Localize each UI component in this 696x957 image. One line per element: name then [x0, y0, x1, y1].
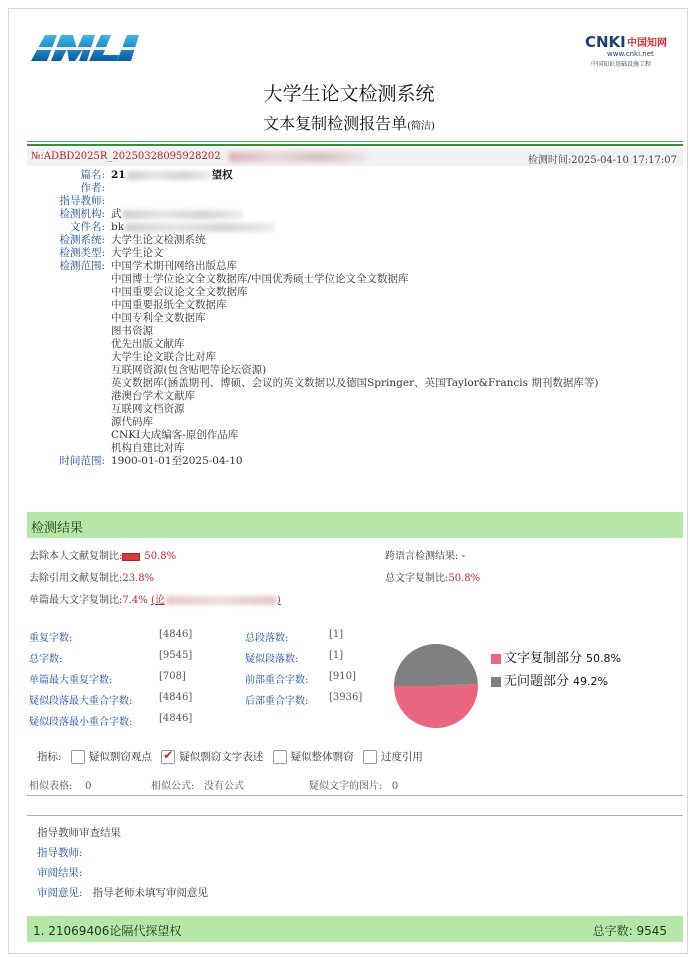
max-dup-chars: 单篇最大重复字数: [29, 675, 113, 686]
report-number: №:ADBD2025R_20250328095928202 [31, 151, 221, 162]
review-title: 指导教师审查结果 [37, 827, 121, 839]
indicator-checkbox-overquote[interactable] [363, 750, 377, 764]
copy-ratio-pie-chart [391, 641, 481, 731]
indicators: 指标: 疑似剽窃观点 ✔ 疑似剽窃文字表述 疑似整体剽窃 过度引用 [37, 749, 423, 764]
check-time: 检测时间:2025-04-10 17:17:07 [527, 155, 677, 166]
amlc-logo [27, 31, 139, 65]
cnki-logo: CNKI 中国知网 www.cnki.net 中国知识基础设施工程 [585, 33, 667, 68]
max-single-source-link[interactable]: (论 ) [150, 595, 281, 606]
total-segments: 总段落数: [245, 633, 289, 644]
indicator-checkbox-wording[interactable] [161, 750, 175, 764]
quote-excluded-ratio: 去除引用文献复制比:23.8% [29, 573, 155, 584]
pie-slice-clean [394, 644, 478, 686]
back-overlap: 后部重合字数: [245, 696, 309, 707]
similar-formulas: 相似公式: 没有公式 [151, 781, 244, 792]
indicator-checkbox-viewpoint[interactable] [71, 750, 85, 764]
legend-item-clean: 无问题部分 49.2% [491, 670, 608, 689]
min-seg-overlap: 疑似段落最小重合字数: [29, 717, 133, 728]
ratio-bar-icon [122, 553, 140, 561]
total-chars: 总字数: [29, 654, 63, 665]
legend-swatch [491, 677, 501, 687]
review-advisor: 指导教师: [37, 847, 83, 859]
divider [27, 141, 683, 142]
page-title: 大学生论文检测系统 [263, 83, 435, 105]
redacted-text [229, 152, 367, 162]
legend-swatch [491, 654, 501, 664]
page-subtitle: 文本复制检测报告单(简洁) [263, 114, 435, 133]
report-meta: 篇名: 21 望权 作者: 指导教师: 检测机构: 武 文件名: bk 检测系统: 大学生论文检测系统 检测类型: 大学生论文 检测范围: 中国学术期刊网络出版总库 中国博士学位论文全文数据库/中国优秀硕士学位论文全文数据库 中国重要会议论文全文数据库 中国重要报纸全文数据库 中国专利全文数据库 图书资源 优先出版文献库 大学生论文联合比对库 互联网资源(包含贴吧等论坛资源) 英文数据库(涵盖期刊、博硕、会议的英文数据以及德国Springer、英国Taylor&Francis 期刊数据库等) 港澳台学术文献库 互联网文档资源 源代码库 CNKI大成编客-原创作品库 机构自建比对库 时间范围: 1900-01-01至2025-04-10 [59, 169, 599, 467]
similar-tables: 相似表格: 0 [29, 781, 92, 792]
legend-item-copy: 文字复制部分 50.8% [491, 647, 621, 666]
report-id-bar [27, 148, 683, 166]
review-result: 审阅结果: [37, 867, 83, 879]
max-seg-overlap: 疑似段落最大重合字数: [29, 696, 133, 707]
self-excluded-ratio: 去除本人文献复制比: 50.8% [29, 551, 177, 562]
document-total-chars: 总字数: 9545 [592, 924, 667, 938]
report-page: CNKI 中国知网 www.cnki.net 中国知识基础设施工程 大学生论文检测系统 文本复制检测报告单(简洁) №:ADBD2025R_20250328095928202 检测时间:2025-04-10 17:17:07 篇名: 21 望权 作者: 指导教师: 检测机构: 武 文件名: bk 检测系统: 大学生论文检测系统 检测类型: 大学生论文 检测范围: 中国学术期刊网络出版总库 中国博士学位论文全文数据库/中国优秀硕士学位论文全文数据库 中国重要会议论文全文数据库 中国重要报纸全文数据库 中国专利全文数据库 图书资源 优先出版文献库 大学生论文联合比对库 互联网资源(包含贴吧等论坛资源) 英文数据库(涵盖期刊、博硕、会议的英文数据以及德国Springer、英国Taylor&Francis 期刊数据库等) 港澳台学术文献库 互联网文档资源 源代码库 CNKI大成编客-原创作品库 机构自建比对库 时间范围: 1900-01-01至2025-04-10 检测结果 去除本人文献复制比: 50.8% 去除引用文献复制比:23.8% 单篇最大文字复制比:7.4% (论 ) 跨语言检测结果: - 总文字复制比:50.8% 重复字数: [4846] 总字数: [9545] 单篇最大重复字数: [708] 疑似段落最大重合字数: [4846] 疑似段落最小重合字数: [4846] 总段落数: [1] 疑似段落数: [1] 前部重合字数: [910] 后部重合字数: [3936] 文字复制部分 50.8% 无问题部分 49.2% 指标: 疑似剽窃观点 ✔ 疑似剽窃文字表述 疑似整体剽窃 过度引用 相似表格: 0 相似公式: 没有公式 疑似文字的图片: 0 指导教师审查结果 指导教师: 审阅结果: 审阅意见: 指导老师未填写审阅意见 1. 21069406论隔代探望权 总字数: 9545 [8, 8, 688, 954]
front-overlap: 前部重合字数: [245, 675, 309, 686]
indicator-checkbox-whole[interactable] [273, 750, 287, 764]
document-title[interactable]: 1. 21069406论隔代探望权 [33, 924, 182, 938]
dup-chars: 重复字数: [29, 633, 73, 644]
results-band: 检测结果 [27, 512, 683, 538]
divider [27, 144, 683, 146]
similar-images: 疑似文字的图片: 0 [309, 781, 399, 792]
document-summary-band [27, 916, 683, 942]
divider [27, 795, 683, 796]
cross-language-result: 跨语言检测结果: - [385, 551, 465, 562]
divider [27, 815, 683, 816]
total-copy-ratio: 总文字复制比:50.8% [385, 573, 481, 584]
max-single-ratio: 单篇最大文字复制比:7.4% (论 ) [29, 595, 281, 606]
pie-slice-copy [394, 684, 478, 728]
review-opinion: 审阅意见: 指导老师未填写审阅意见 [37, 887, 209, 899]
suspect-segments: 疑似段落数: [245, 654, 299, 665]
